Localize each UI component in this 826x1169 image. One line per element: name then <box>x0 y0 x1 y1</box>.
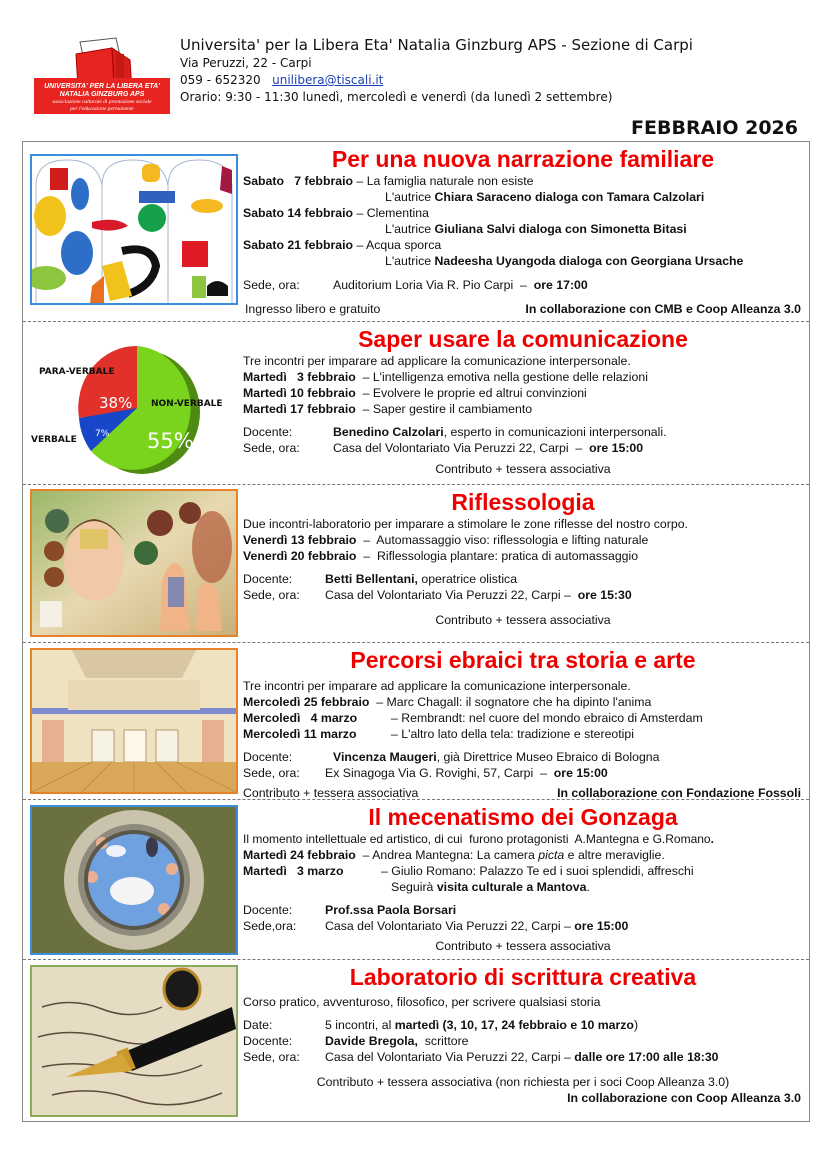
org-phone: 059 - 652320 <box>180 73 261 87</box>
event-row: Venerdì 13 febbraio – Automassaggio viso: riflessologia e lifting naturale <box>243 533 649 547</box>
event-row: Martedì 17 febbraio – Saper gestire il cambiamento <box>243 402 533 416</box>
event-row: Martedì 3 febbraio – L'intelligenza emotiva nella gestione delle relazioni <box>243 370 648 384</box>
footer-row: Contributo + tessera associativa In collaborazione con Fondazione Fossoli <box>243 786 801 800</box>
synagogue-image <box>30 648 238 794</box>
fee-note: Contributo + tessera associativa (non richiesta per i soci Coop Alleanza 3.0) <box>316 1075 730 1089</box>
dates-row: Date: 5 incontri, al martedì (3, 10, 17, 24 febbraio e 10 marzo) <box>243 1018 639 1032</box>
intro-text: Tre incontri per imparare ad applicare la comunicazione interpersonale. <box>243 354 631 368</box>
intro-text: Due incontri-laboratorio per imparare a stimolare le zone riflesse del nostro corpo. <box>243 517 688 531</box>
collaboration-note: In collaborazione con Fondazione Fossoli <box>557 786 801 800</box>
event-row: Martedì 3 marzo – Giulio Romano: Palazzo Te ed i suoi splendidi, affreschi <box>243 864 694 878</box>
event-row: Mercoledì 4 marzo – Rembrandt: nel cuore del mondo ebraico di Amsterdam <box>243 711 703 725</box>
label-non-verbale: NON-VERBALE <box>151 399 223 409</box>
logo-line-3: associazione culturale di promozione sociale <box>52 99 152 105</box>
family-figures-icon <box>32 156 236 303</box>
event-guest: L'autrice Giuliana Salvi dialoga con Simonetta Bitasi <box>385 222 687 236</box>
intro-text: Il momento intellettuale ed artistico, di cui furono protagonisti A.Mantegna e G.Romano. <box>243 832 714 846</box>
teacher-row: Docente: Davide Bregola, scrittore <box>243 1034 469 1048</box>
fee-note: Contributo + tessera associativa <box>435 939 611 953</box>
fountain-pen-image <box>30 965 238 1117</box>
communication-pie-chart <box>27 330 237 478</box>
section-gonzaga <box>23 800 809 960</box>
org-address: Via Peruzzi, 22 - Carpi <box>180 56 312 70</box>
section-scrittura-creativa <box>23 960 809 1121</box>
org-email-link[interactable]: unilibera@tiscali.it <box>272 73 384 87</box>
logo-line-1: UNIVERSITA' PER LA LIBERA ETA' <box>44 83 160 90</box>
value-non-verbale: 55% <box>147 429 194 453</box>
section-percorsi-ebraici <box>23 643 809 800</box>
fee-note: Contributo + tessera associativa <box>435 613 611 627</box>
section-title: Saper usare la comunicazione <box>358 326 688 352</box>
program-frame <box>22 141 810 1122</box>
section-title: Laboratorio di scrittura creativa <box>349 964 697 990</box>
teacher-row: Docente: Betti Bellentani, operatrice olistica <box>243 572 518 586</box>
mantegna-ceiling-image <box>30 805 238 955</box>
oculus-fresco-icon <box>32 807 236 953</box>
teacher-row: Docente: Prof.ssa Paola Borsari <box>243 903 457 917</box>
event-row: Mercoledì 11 marzo – L'altro lato della tela: tradizione e stereotipi <box>243 727 634 741</box>
reflexology-photo-icon <box>32 491 236 635</box>
section-title: Il mecenatismo dei Gonzaga <box>368 804 678 830</box>
event-row: Sabato 21 febbraio – Acqua sporca <box>243 238 442 252</box>
org-hours: Orario: 9:30 - 11:30 lunedì, mercoledì e venerdì (da lunedì 2 settembre) <box>180 90 613 104</box>
section-narrazione-familiare <box>23 142 809 322</box>
section-title: Per una nuova narrazione familiare <box>331 146 715 172</box>
event-guest: L'autrice Nadeesha Uyangoda dialoga con Georgiana Ursache <box>385 254 744 268</box>
org-contacts <box>180 72 693 89</box>
page-header <box>30 30 810 120</box>
association-logo <box>32 32 172 114</box>
logo-line-2: NATALIA GINZBURG APS <box>59 91 145 98</box>
section-title: Riflessologia <box>451 489 595 515</box>
logo-line-4: per l'educazione permanente <box>70 106 134 112</box>
label-para-verbale: PARA-VERBALE <box>39 367 115 377</box>
label-verbale: VERBALE <box>31 435 77 445</box>
synagogue-interior-icon <box>32 650 236 792</box>
section-comunicazione <box>23 322 809 485</box>
teacher-row: Docente: Benedino Calzolari, esperto in comunicazioni interpersonali. <box>243 425 667 439</box>
event-guest: L'autrice Chiara Saraceno dialoga con Tamara Calzolari <box>385 190 705 204</box>
follow-up-note: Seguirà visita culturale a Mantova. <box>391 880 590 894</box>
family-illustration-image <box>30 154 238 305</box>
value-verbale: 7% <box>95 429 110 439</box>
fountain-pen-icon <box>32 967 236 1115</box>
venue-row: Sede, ora: Ex Sinagoga Via G. Rovighi, 57, Carpi – ore 15:00 <box>243 766 608 780</box>
event-row: Mercoledì 25 febbraio – Marc Chagall: il sognatore che ha dipinto l'anima <box>243 695 652 709</box>
value-para-verbale: 38% <box>99 394 133 412</box>
venue-row: Sede, ora: Auditorium Loria Via R. Pio Carpi – ore 17:00 <box>243 278 588 292</box>
collaboration-note: In collaborazione con Coop Alleanza 3.0 <box>567 1091 801 1105</box>
collaboration-note: In collaborazione con CMB e Coop Alleanza 3.0 <box>525 302 801 316</box>
intro-text: Tre incontri per imparare ad applicare la comunicazione interpersonale. <box>243 679 631 693</box>
event-row: Venerdì 20 febbraio – Riflessologia plantare: pratica di automassaggio <box>243 549 639 563</box>
section-riflessologia <box>23 485 809 643</box>
intro-text: Corso pratico, avventuroso, filosofico, per scrivere qualsiasi storia <box>243 995 601 1009</box>
event-row: Sabato 7 febbraio – La famiglia naturale non esiste <box>243 174 534 188</box>
event-row: Martedì 10 febbraio – Evolvere le proprie ed altrui convinzioni <box>243 386 587 400</box>
event-row: Martedì 24 febbraio – Andrea Mantegna: La camera picta e altre meraviglie. <box>243 848 665 862</box>
venue-row: Sede, ora: Casa del Volontariato Via Peruzzi 22, Carpi – dalle ore 17:00 alle 18:30 <box>243 1050 719 1064</box>
fee-note: Contributo + tessera associativa <box>435 462 611 476</box>
month-title: FEBBRAIO 2026 <box>631 117 798 139</box>
venue-row: Sede,ora: Casa del Volontariato Via Peruzzi 22, Carpi – ore 15:00 <box>243 919 629 933</box>
org-title: Universita' per la Libera Eta' Natalia Ginzburg APS - Sezione di Carpi <box>180 36 693 54</box>
collaboration-row <box>243 1090 803 1106</box>
venue-row: Sede, ora: Casa del Volontariato Via Peruzzi 22, Carpi – ore 15:00 <box>243 441 644 455</box>
teacher-row: Docente: Vincenza Maugeri, già Direttrice Museo Ebraico di Bologna <box>243 750 660 764</box>
reflexology-image <box>30 489 238 637</box>
section-title: Percorsi ebraici tra storia e arte <box>350 647 696 673</box>
event-row: Sabato 14 febbraio – Clementina <box>243 206 429 220</box>
footer-row: Ingresso libero e gratuito In collaborazione con CMB e Coop Alleanza 3.0 <box>245 302 801 316</box>
venue-row: Sede, ora: Casa del Volontariato Via Peruzzi 22, Carpi – ore 15:30 <box>243 588 632 602</box>
